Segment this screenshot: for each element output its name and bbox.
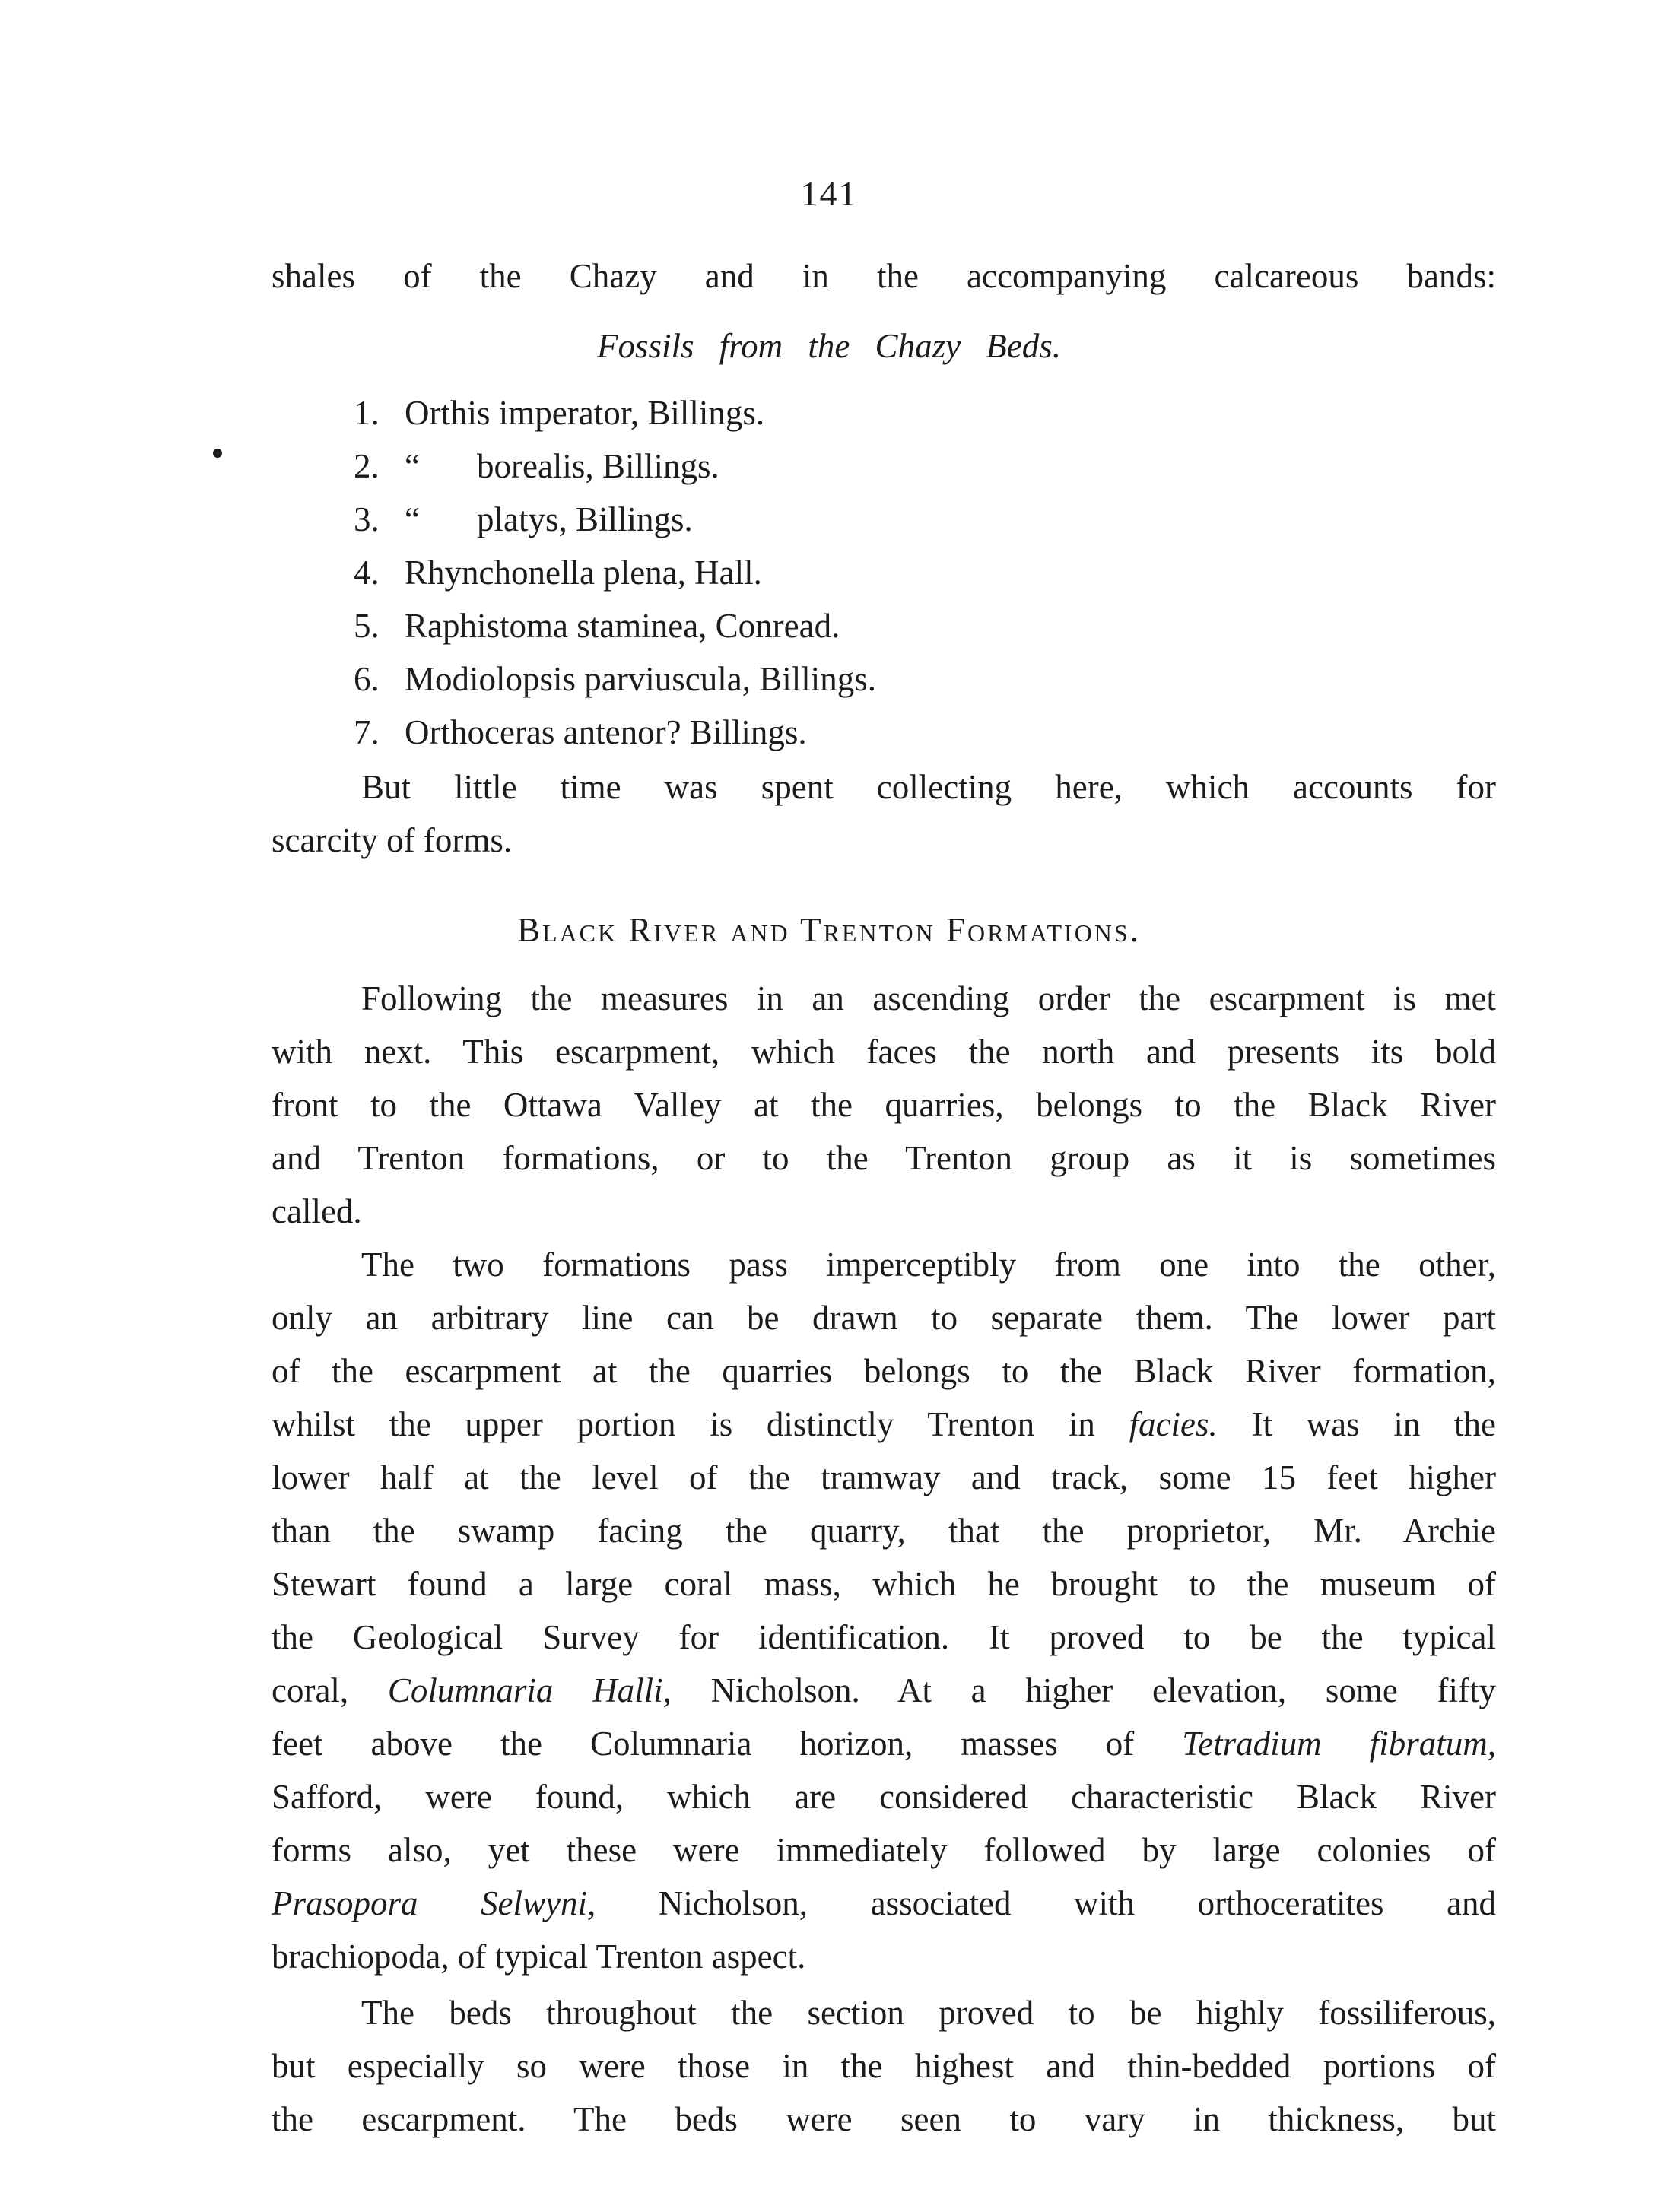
- text-line: the Geological Survey for identification. It proved to be the typical: [272, 1618, 1496, 1656]
- list-item-text: Orthis imperator, Billings.: [405, 394, 765, 432]
- text-run: Nicholson, associated with orthoceratites and: [596, 1884, 1496, 1922]
- text-line: The beds throughout the section proved to be highly fossiliferous,: [361, 1994, 1496, 2032]
- list-item: [354, 546, 876, 599]
- list-item-text: Rhynchonella plena, Hall.: [405, 554, 762, 592]
- text-line: The two formations pass imperceptibly from one into the other,: [361, 1246, 1496, 1284]
- list-item-number: 3.: [354, 500, 380, 538]
- text-line: forms also, yet these were immediately followed by large colonies of: [272, 1831, 1496, 1869]
- ditto-mark: “: [405, 447, 420, 485]
- text-line: of the escarpment at the quarries belongs to the Black River formation,: [272, 1352, 1496, 1390]
- text-line: the escarpment. The beds were seen to vary in thickness, but: [272, 2100, 1496, 2138]
- list-item: [354, 493, 876, 546]
- text-line: scarcity of forms.: [272, 821, 513, 859]
- text-line: [272, 1877, 1496, 1930]
- text-line: called.: [272, 1192, 362, 1230]
- text-line: but especially so were those in the highest and thin-bedded portions of: [272, 2047, 1496, 2085]
- list-item-number: 4.: [354, 554, 380, 592]
- list-item-text: borealis, Billings.: [477, 447, 719, 485]
- text-line: brachiopoda, of typical Trenton aspect.: [272, 1937, 806, 1976]
- fossils-list-heading: Fossils from the Chazy Beds.: [596, 327, 1062, 365]
- intro-paragraph: [272, 249, 1496, 303]
- list-item-text: Modiolopsis parviuscula, Billings.: [405, 660, 877, 698]
- fossil-list: [354, 386, 876, 759]
- list-item-text: platys, Billings.: [477, 500, 693, 538]
- text-line: [272, 1398, 1496, 1451]
- list-item-text: Raphistoma staminea, Conread.: [405, 607, 840, 645]
- text-line: only an arbitrary line can be drawn to separate them. The lower part: [272, 1299, 1496, 1337]
- page-number: 141: [800, 174, 858, 213]
- text-run: coral,: [272, 1671, 388, 1709]
- list-item-number: 1.: [354, 394, 380, 432]
- list-item: [354, 706, 876, 759]
- text-line: front to the Ottawa Valley at the quarries, belongs to the Black River: [272, 1086, 1496, 1124]
- text-line: and Trenton formations, or to the Trenton group as it is sometimes: [272, 1139, 1496, 1177]
- italic-species-name: Columnaria Halli,: [387, 1671, 672, 1709]
- text-line: shales of the Chazy and in the accompanying calcareous bands:: [272, 257, 1496, 295]
- text-run: Nicholson. At a higher elevation, some fifty: [671, 1671, 1496, 1709]
- list-item-number: 6.: [354, 660, 380, 698]
- list-item: [354, 652, 876, 706]
- text-run: It was in the: [1217, 1405, 1497, 1443]
- paragraph-fossiliferous-beds: [272, 1986, 1496, 2146]
- italic-term: facies.: [1129, 1405, 1218, 1443]
- section-heading: Black River and Trenton Formations.: [517, 911, 1141, 949]
- paragraph-formations: [272, 1238, 1496, 1983]
- text-line: [272, 1717, 1496, 1770]
- ditto-mark: “: [405, 500, 420, 538]
- list-item: [354, 386, 876, 440]
- italic-species-name: Prasopora Selwyni,: [272, 1884, 596, 1922]
- margin-dot-mark: [213, 449, 222, 458]
- text-line: Stewart found a large coral mass, which he brought to the museum of: [272, 1565, 1496, 1603]
- italic-species-name: Tetradium fibratum,: [1182, 1725, 1496, 1763]
- list-item-number: 7.: [354, 713, 380, 751]
- text-line: than the swamp facing the quarry, that the proprietor, Mr. Archie: [272, 1512, 1496, 1550]
- list-item-number: 5.: [354, 607, 380, 645]
- text-run: whilst the upper portion is distinctly Trenton in: [272, 1405, 1129, 1443]
- text-line: lower half at the level of the tramway and track, some 15 feet higher: [272, 1458, 1496, 1496]
- text-line: But little time was spent collecting here, which accounts for: [361, 768, 1496, 806]
- list-item: [354, 599, 876, 652]
- list-item-number: 2.: [354, 447, 380, 485]
- closing-paragraph: [272, 760, 1496, 867]
- paragraph-escarpment: [272, 972, 1496, 1238]
- list-item: [354, 440, 876, 493]
- text-line: Following the measures in an ascending order the escarpment is met: [361, 979, 1496, 1017]
- list-item-text: Orthoceras antenor? Billings.: [405, 713, 807, 751]
- text-line: with next. This escarpment, which faces the north and presents its bold: [272, 1033, 1496, 1071]
- text-run: feet above the Columnaria horizon, masses of: [272, 1725, 1183, 1763]
- text-line: [272, 1664, 1496, 1717]
- text-line: Safford, were found, which are considered characteristic Black River: [272, 1778, 1496, 1816]
